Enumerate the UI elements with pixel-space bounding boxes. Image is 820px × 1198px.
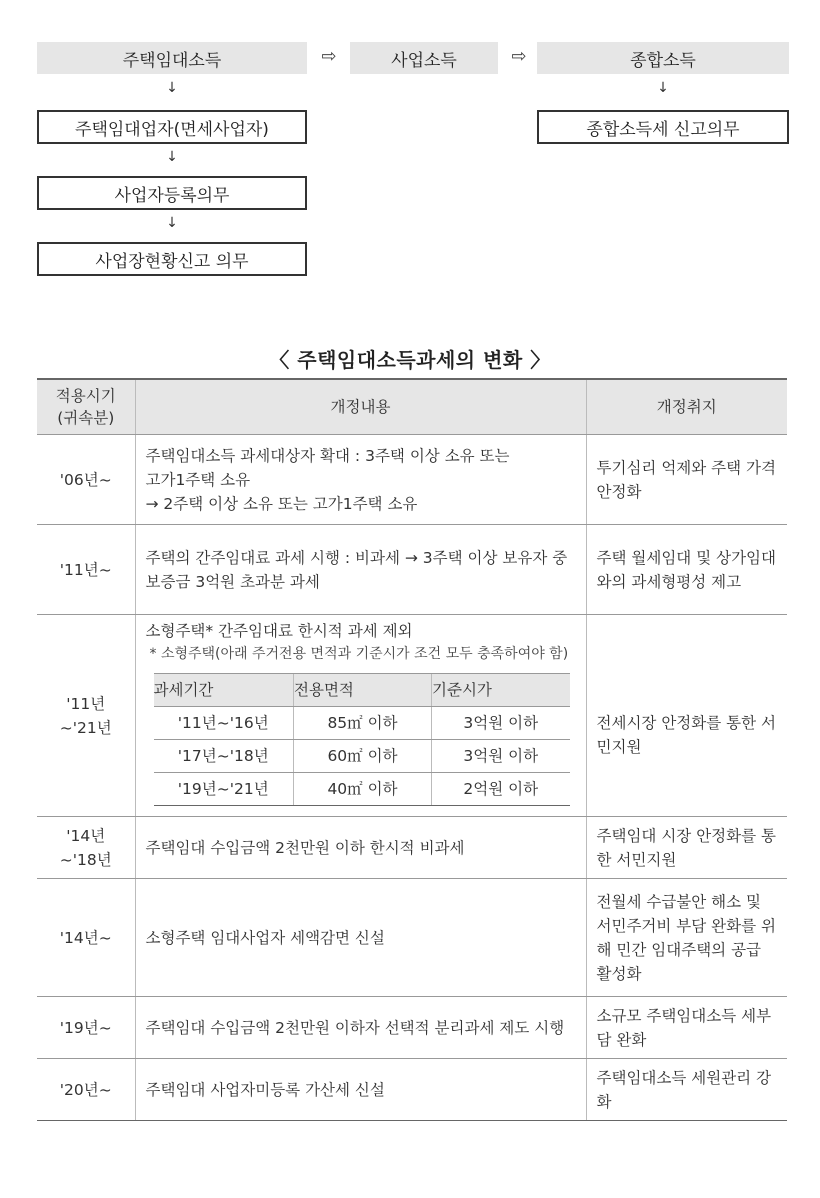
row-period: '20년~ xyxy=(37,1059,135,1121)
table-title: 〈 주택임대소득과세의 변화 〉 xyxy=(269,348,551,372)
row-period-line: ~'21년 xyxy=(59,718,112,737)
row-content-line: 고가1주택 소유 xyxy=(145,470,251,489)
row-content-line: 주택임대소득 과세대상자 확대 : 3주택 이상 소유 또는 xyxy=(145,446,510,465)
inner-cell: '17년~'18년 xyxy=(154,740,294,773)
small-house-criteria-table xyxy=(154,673,570,806)
inner-table-row xyxy=(154,707,570,740)
inner-header-standard-price: 기준시가 xyxy=(432,674,570,707)
row-period-line: '11년 xyxy=(66,694,106,713)
table-row xyxy=(37,1059,787,1121)
inner-cell: 40㎡ 이하 xyxy=(294,773,432,806)
row-content xyxy=(135,435,586,525)
flow-head-business-income: 사업소득 xyxy=(350,42,498,74)
row-purpose: 주택 월세임대 및 상가임대와의 과세형평성 제고 xyxy=(586,525,787,615)
inner-cell: '19년~'21년 xyxy=(154,773,294,806)
flow-box-income-tax-filing-duty: 종합소득세 신고의무 xyxy=(537,110,789,144)
inner-header-tax-period: 과세기간 xyxy=(154,674,294,707)
row-content-line: → 2주택 이상 소유 또는 고가1주택 소유 xyxy=(145,494,418,513)
inner-cell: 85㎡ 이하 xyxy=(294,707,432,740)
header-period-line2: (귀속분) xyxy=(57,409,115,427)
table-header-row xyxy=(37,379,787,435)
header-period xyxy=(37,379,135,435)
right-arrow-icon: ⇨ xyxy=(321,46,337,67)
flow-box-rental-business-operator: 주택임대업자(면세사업자) xyxy=(37,110,307,144)
flow-diagram xyxy=(0,0,820,300)
inner-table-row xyxy=(154,740,570,773)
header-period-line1: 적용시기 xyxy=(55,387,116,405)
inner-cell: 3억원 이하 xyxy=(432,707,570,740)
row-period: '06년~ xyxy=(37,435,135,525)
right-arrow-icon: ⇨ xyxy=(511,46,527,67)
row-period xyxy=(37,615,135,817)
inner-table-row xyxy=(154,773,570,806)
row-content xyxy=(135,615,586,817)
table-row xyxy=(37,997,787,1059)
small-house-footnote: * 소형주택(아래 주거전용 면적과 기준시가 조건 모두 충족하여야 함) xyxy=(149,646,569,662)
flow-box-business-status-report-duty: 사업장현황신고 의무 xyxy=(37,242,307,276)
row-period: '19년~ xyxy=(37,997,135,1059)
row-content-line: 소형주택* 간주임대료 한시적 과세 제외 xyxy=(145,622,413,640)
row-content: 주택임대 수입금액 2천만원 이하자 선택적 분리과세 제도 시행 xyxy=(135,997,586,1059)
row-purpose: 전세시장 안정화를 통한 서민지원 xyxy=(586,615,787,817)
table-row xyxy=(37,817,787,879)
row-content: 주택임대 수입금액 2천만원 이하 한시적 비과세 xyxy=(135,817,586,879)
row-period xyxy=(37,817,135,879)
header-purpose: 개정취지 xyxy=(586,379,787,435)
flow-box-business-registration-duty: 사업자등록의무 xyxy=(37,176,307,210)
inner-cell: 60㎡ 이하 xyxy=(294,740,432,773)
row-period: '11년~ xyxy=(37,525,135,615)
table-row xyxy=(37,435,787,525)
row-purpose: 전월세 수급불안 해소 및 서민주거비 부담 완화를 위해 민간 임대주택의 공급 활성화 xyxy=(586,879,787,997)
down-arrow-icon: ↓ xyxy=(166,80,178,96)
down-arrow-icon: ↓ xyxy=(166,149,178,165)
inner-cell: '11년~'16년 xyxy=(154,707,294,740)
row-period: '14년~ xyxy=(37,879,135,997)
row-content: 주택임대 사업자미등록 가산세 신설 xyxy=(135,1059,586,1121)
row-purpose: 소규모 주택임대소득 세부담 완화 xyxy=(586,997,787,1059)
table-row xyxy=(37,615,787,817)
tax-changes-table xyxy=(37,378,787,1121)
row-period-line: ~'18년 xyxy=(59,850,112,869)
inner-cell: 2억원 이하 xyxy=(432,773,570,806)
row-content: 소형주택 임대사업자 세액감면 신설 xyxy=(135,879,586,997)
inner-cell: 3억원 이하 xyxy=(432,740,570,773)
row-purpose: 주택임대소득 세원관리 강화 xyxy=(586,1059,787,1121)
flow-head-housing-rental-income: 주택임대소득 xyxy=(37,42,307,74)
header-content: 개정내용 xyxy=(135,379,586,435)
inner-header-floor-area: 전용면적 xyxy=(294,674,432,707)
down-arrow-icon: ↓ xyxy=(657,80,669,96)
down-arrow-icon: ↓ xyxy=(166,215,178,231)
inner-header-row xyxy=(154,674,570,707)
table-row xyxy=(37,525,787,615)
row-purpose: 주택임대 시장 안정화를 통한 서민지원 xyxy=(586,817,787,879)
row-content: 주택의 간주임대료 과세 시행 : 비과세 → 3주택 이상 보유자 중 보증금 3억원 초과분 과세 xyxy=(135,525,586,615)
table-row xyxy=(37,879,787,997)
flow-head-comprehensive-income: 종합소득 xyxy=(537,42,789,74)
row-period-line: '14년 xyxy=(66,826,106,845)
row-purpose: 투기심리 억제와 주택 가격 안정화 xyxy=(586,435,787,525)
